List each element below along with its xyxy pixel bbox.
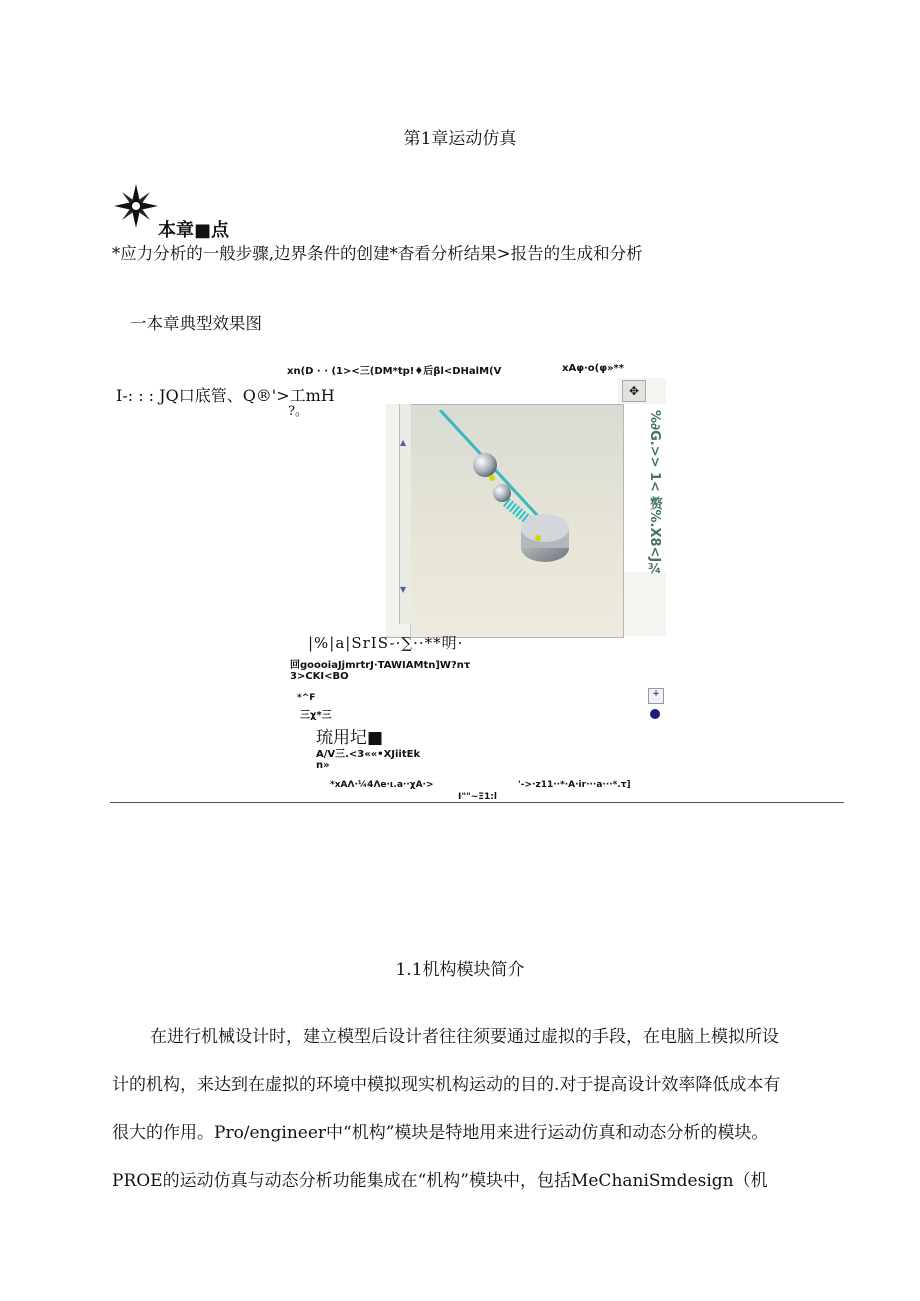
- dialog-title: 琉用圮■: [316, 728, 384, 748]
- status-line-1: 回goooiaJjmrtrJ·TAWIAMtn]W?nτ: [290, 660, 471, 671]
- dialog-small-label-2: 三χ*三: [300, 710, 332, 721]
- record-indicator-icon: [650, 709, 660, 719]
- typical-figure-heading: 一本章典型效果图: [130, 314, 262, 333]
- bottom-center-text: I""~Ξ1:l: [458, 792, 497, 802]
- toolbar-row: I-: : : JQ口底管、Q®'>工mH: [116, 386, 335, 405]
- section-title: 1.1机构模块简介: [395, 960, 525, 980]
- status-line-2: 3>CKI<BO: [290, 671, 349, 682]
- top-menu-text: xn(D · · (1><三(DM*tp!♦后βl<DHalM(V: [287, 366, 502, 377]
- key-points-summary: *应力分析的一般步骤,边界条件的创建*杳看分析结果>报告的生成和分析: [112, 244, 643, 263]
- dialog-line-2: n»: [316, 760, 330, 771]
- compass-rose-icon: [112, 182, 160, 230]
- toolbar-mark: ?。: [288, 404, 308, 419]
- bottom-left-text: *xAΛ·¼4Λe·ι.a··χA·>: [330, 780, 434, 790]
- paragraph-line-2: 计的机构，来达到在虚拟的环境中模拟现实机构运动的目的.对于提高设计效率降低成本有: [112, 1075, 781, 1095]
- key-points-heading: 本章■点: [158, 220, 230, 241]
- tool-row-2: |%|a|SrIS-·∑··**明·: [308, 634, 464, 652]
- rotate-tool-icon[interactable]: +: [648, 688, 664, 704]
- top-right-text: xAφ·o(φ»**: [562, 363, 624, 374]
- dialog-small-label-1: *^F: [297, 693, 316, 703]
- figure-divider: [110, 802, 844, 803]
- paragraph-line-1: 在进行机械设计时，建立模型后设计者往往须要通过虚拟的手段，在电脑上模拟所设: [150, 1027, 779, 1047]
- pendulum-model-icon: [420, 410, 610, 590]
- paragraph-line-4: PROE的运动仿真与动态分析功能集成在“机构”模块中，包括MeChaniSmdesign（机: [112, 1171, 768, 1191]
- scroll-up-arrow-icon[interactable]: ▲: [400, 438, 407, 447]
- paragraph-line-3: 很大的作用。Pro/engineer中“机构”模块是特地用来进行运动仿真和动态分析的模块。: [112, 1123, 769, 1143]
- chapter-title: 第1章运动仿真: [403, 129, 517, 149]
- dialog-line-1: A/V三.<3««•XJiitEk: [316, 749, 421, 760]
- scroll-down-arrow-icon[interactable]: ▼: [400, 585, 407, 594]
- bottom-right-text: '->·z11··*·A·ir···a···*.τ]: [518, 780, 631, 790]
- move-tool-icon[interactable]: ✥: [622, 380, 646, 402]
- vertical-panel-text: %∂G.>> 1< 赘%.X8<J¾: [647, 410, 662, 578]
